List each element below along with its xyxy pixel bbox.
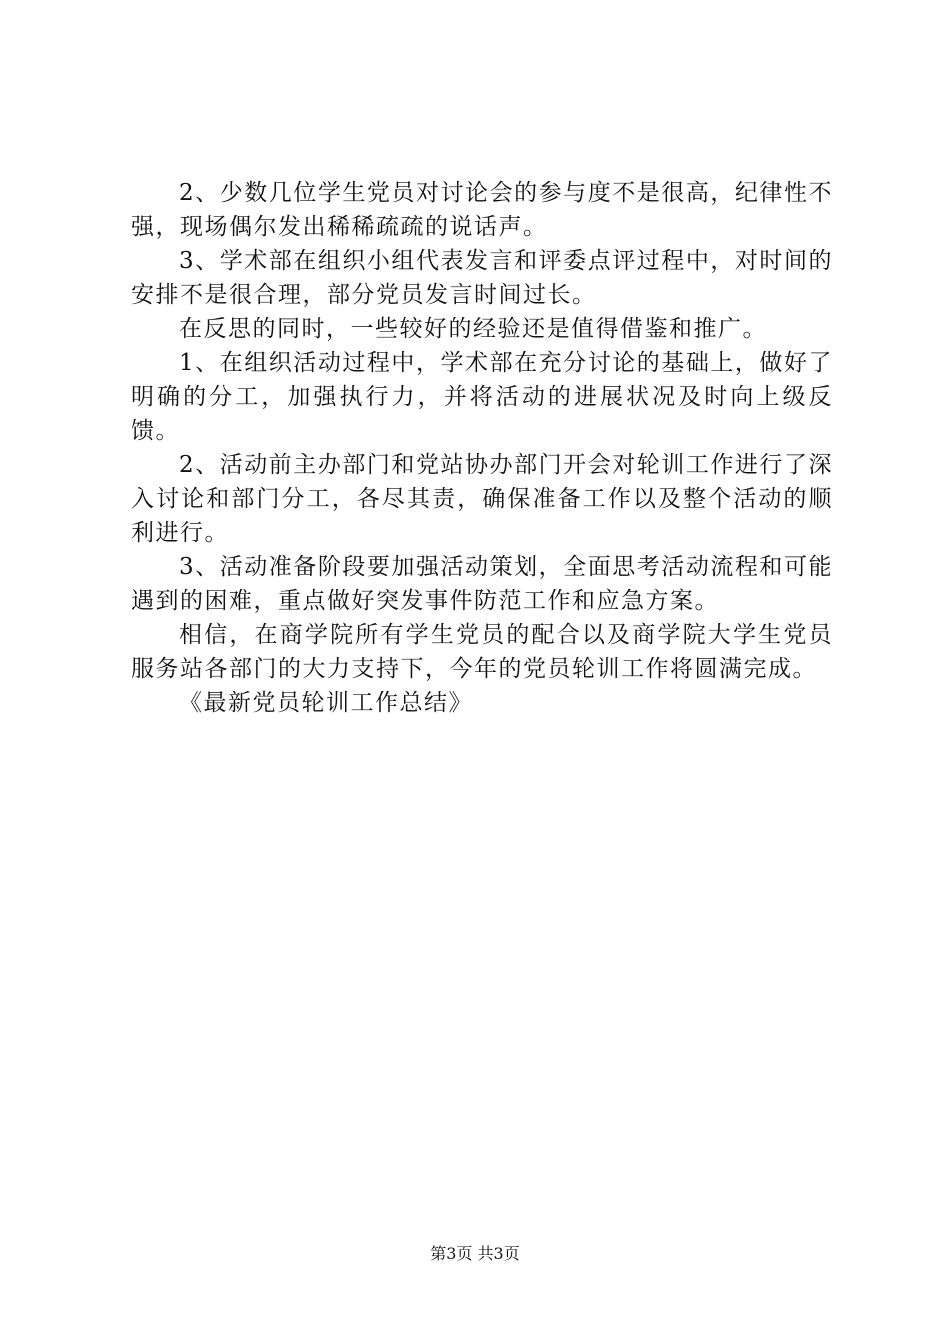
paragraph-experience-3: 3、活动准备阶段要加强活动策划，全面思考活动流程和可能遇到的困难，重点做好突发事件防范工作和应急方案。 <box>131 554 833 614</box>
document-body <box>131 176 833 720</box>
paragraph-conclusion: 相信，在商学院所有学生党员的配合以及商学院大学生党员服务站各部门的大力支持下，今年的党员轮训工作将圆满完成。 <box>131 622 833 682</box>
page-number-footer: 第3页 共3页 <box>430 1244 520 1263</box>
paragraph-issue-3: 3、学术部在组织小组代表发言和评委点评过程中，对时间的安排不是很合理，部分党员发言时间过长。 <box>131 248 833 308</box>
paragraph-issue-2: 2、少数几位学生党员对讨论会的参与度不是很高，纪律性不强，现场偶尔发出稀稀疏疏的说话声。 <box>131 180 833 240</box>
paragraph-experience-1: 1、在组织活动过程中，学术部在充分讨论的基础上，做好了明确的分工，加强执行力，并将活动的进展状况及时向上级反馈。 <box>131 350 833 444</box>
document-title-reference: 《最新党员轮训工作总结》 <box>179 690 473 716</box>
paragraph-reflection-intro: 在反思的同时，一些较好的经验还是值得借鉴和推广。 <box>179 316 767 342</box>
paragraph-experience-2: 2、活动前主办部门和党站协办部门开会对轮训工作进行了深入讨论和部门分工，各尽其责，确保准备工作以及整个活动的顺利进行。 <box>131 452 833 546</box>
